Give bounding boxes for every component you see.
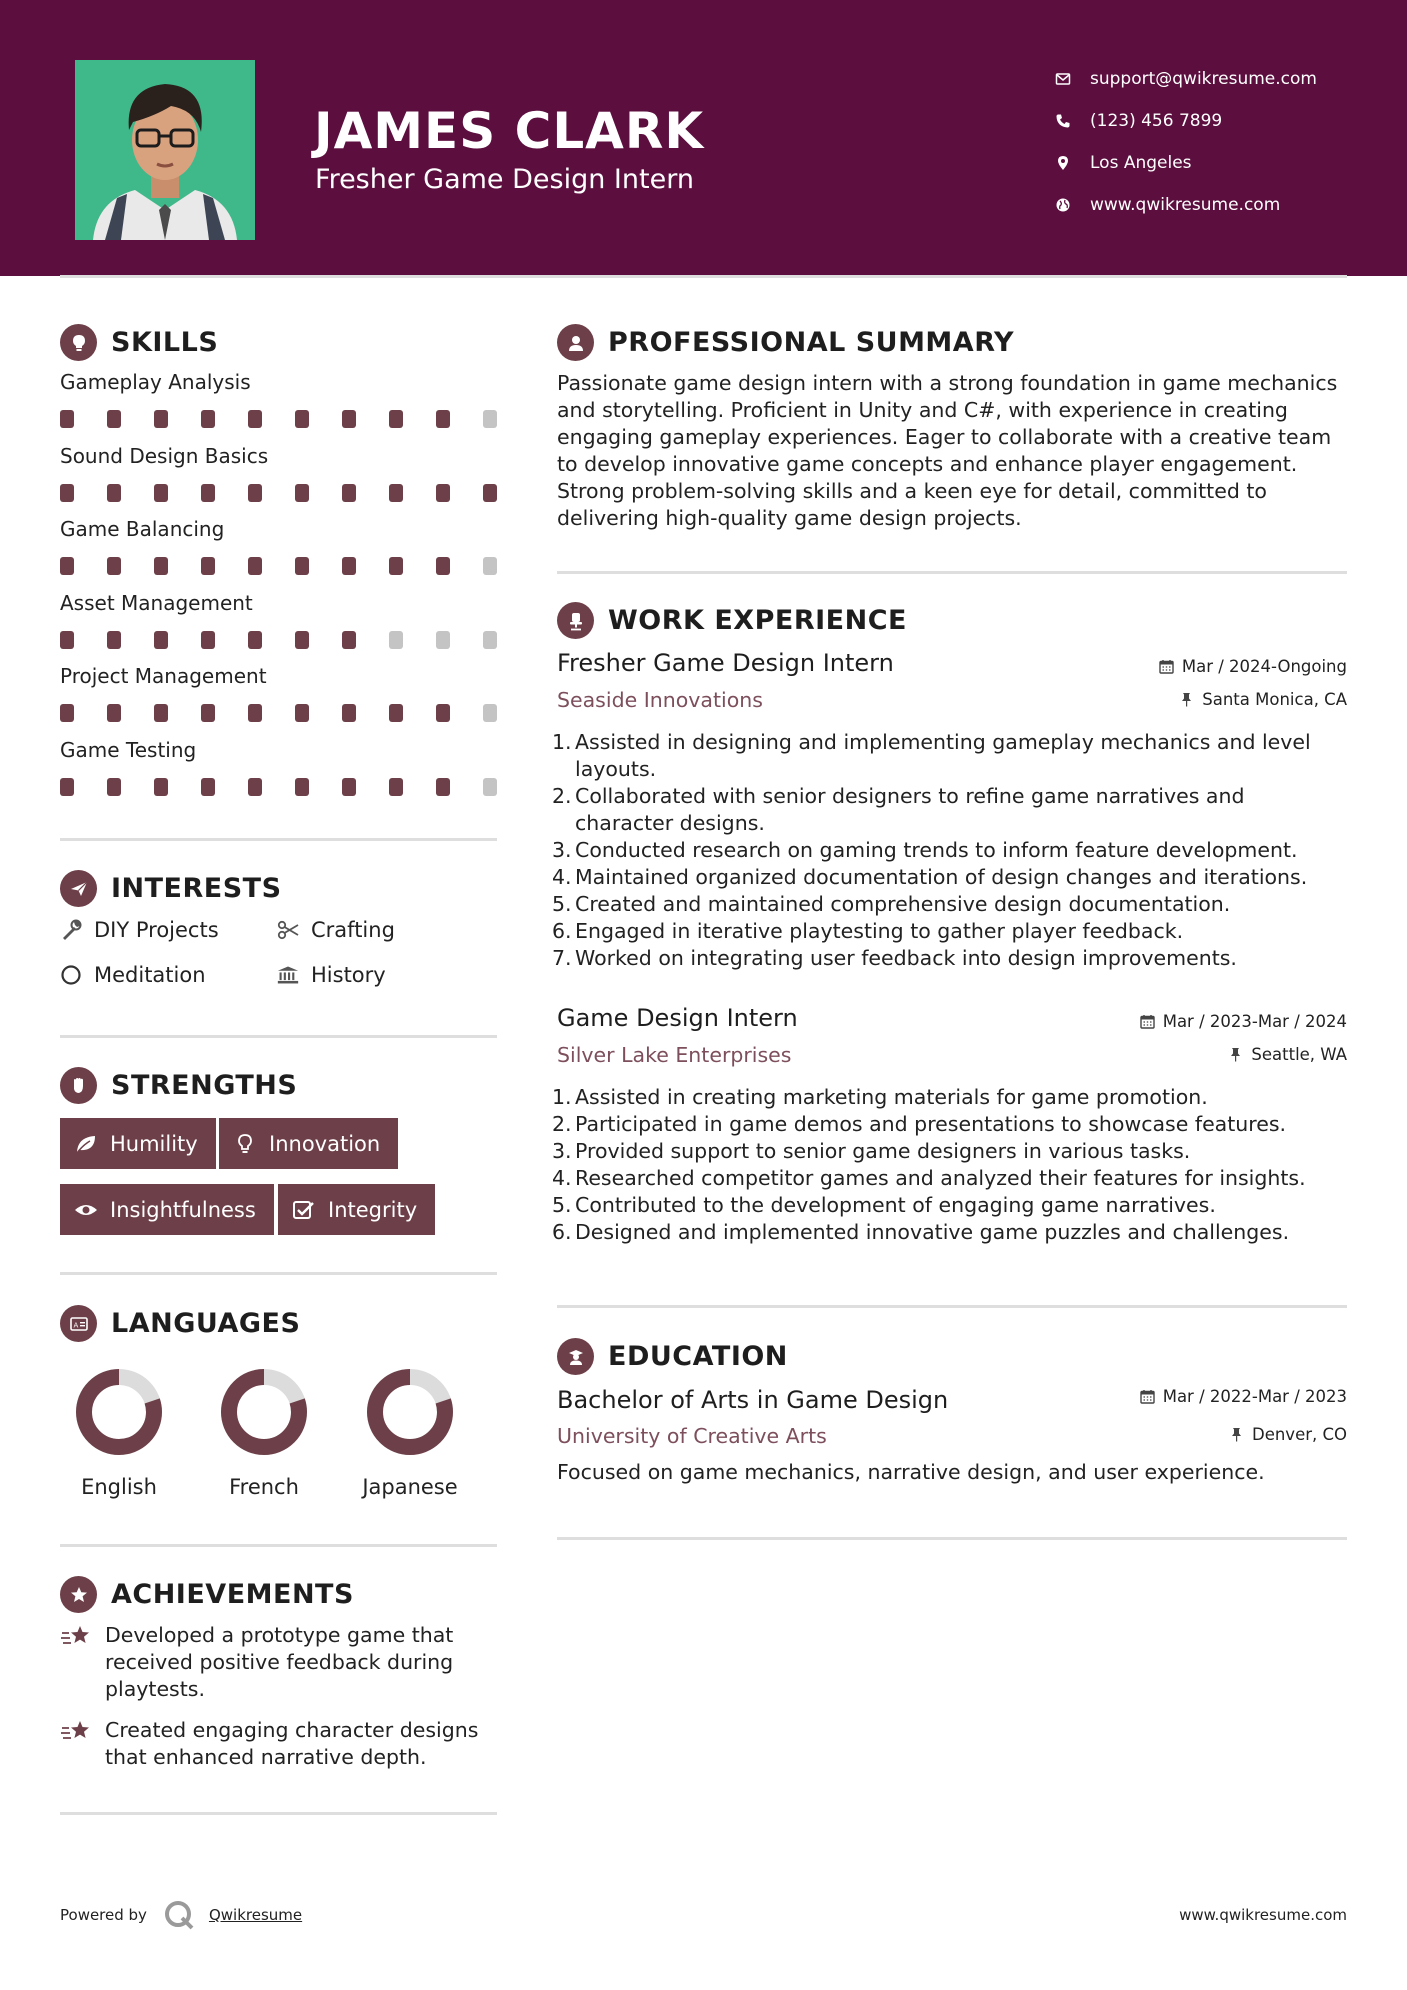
interests-title: INTERESTS — [111, 873, 282, 904]
achievement-text: Developed a prototype game that received positive feedback during playtests. — [105, 1623, 454, 1701]
rating-dot-filled — [107, 557, 121, 575]
envelope-icon — [1055, 71, 1090, 87]
contact-phone[interactable] — [1055, 100, 1317, 142]
duty-number: 6. — [552, 919, 572, 943]
rating-dot-empty — [483, 631, 497, 649]
duty-text — [575, 864, 1307, 891]
job-title: Game Design Intern — [557, 1004, 798, 1032]
duty-text — [575, 1192, 1216, 1219]
rating-dot-filled — [107, 631, 121, 649]
rating-dot-filled — [342, 557, 356, 575]
skill-item — [60, 517, 500, 591]
duty-text-line: Maintained organized documentation of design changes and iterations. — [575, 865, 1308, 889]
duty-text-line: Engaged in iterative playtesting to gather player feedback. — [575, 919, 1184, 943]
interest-meditation — [60, 963, 206, 987]
contact-list — [1055, 58, 1317, 226]
office-chair-icon — [557, 602, 594, 639]
rating-dot-filled — [389, 557, 403, 575]
duty-item — [552, 1138, 1352, 1165]
rating-dot-filled — [295, 778, 309, 796]
skill-name: Game Testing — [60, 737, 197, 762]
rating-dot-filled — [295, 557, 309, 575]
candidate-name: JAMES CLARK — [314, 102, 705, 160]
duty-text-line: Collaborated with senior designers to refine game narratives and — [575, 784, 1245, 808]
rating-dot-filled — [107, 778, 121, 796]
museum-icon — [277, 964, 299, 986]
duty-item — [552, 864, 1352, 891]
rating-dot-empty — [483, 557, 497, 575]
skill-item — [60, 738, 500, 812]
achievement-item — [60, 1622, 500, 1703]
rating-dot-filled — [342, 410, 356, 428]
strength-innovation — [219, 1118, 398, 1169]
rating-dot-filled — [436, 778, 450, 796]
duty-item — [552, 837, 1352, 864]
duty-text-line: Researched competitor games and analyzed their features for insights. — [575, 1166, 1306, 1190]
rating-dot-empty — [436, 631, 450, 649]
contact-location-text: Los Angeles — [1090, 153, 1192, 173]
eye-icon — [74, 1199, 98, 1221]
contact-email[interactable] — [1055, 58, 1317, 100]
rating-dot-filled — [295, 484, 309, 502]
experience-title: WORK EXPERIENCE — [608, 605, 907, 636]
duty-number: 4. — [552, 1166, 572, 1190]
achievement-item — [60, 1717, 500, 1771]
duty-text — [575, 1165, 1306, 1192]
duty-text-line: Created and maintained comprehensive design documentation. — [575, 892, 1231, 916]
scissors-icon — [277, 919, 299, 941]
job-location-text: Santa Monica, CA — [1202, 690, 1347, 709]
rating-dot-filled — [342, 778, 356, 796]
rating-dot-filled — [295, 704, 309, 722]
duty-text — [575, 837, 1298, 864]
rating-dot-filled — [436, 484, 450, 502]
strengths-title: STRENGTHS — [111, 1070, 298, 1101]
duty-text-line: Worked on integrating user feedback into design improvements. — [575, 946, 1237, 970]
language-card-icon — [60, 1305, 97, 1342]
rating-dot-filled — [60, 410, 74, 428]
duty-number: 5. — [552, 1193, 572, 1217]
svg-text:A: A — [73, 1321, 78, 1329]
strength-label: Integrity — [328, 1197, 418, 1222]
pushpin-icon — [1179, 692, 1194, 707]
strengths-divider — [60, 1272, 497, 1275]
duty-number: 1. — [552, 1085, 572, 1109]
experience-heading — [557, 602, 907, 639]
checkbox-icon — [292, 1199, 316, 1221]
duty-number: 2. — [552, 784, 572, 808]
duty-text-line: Conducted research on gaming trends to inform feature development. — [575, 838, 1298, 862]
contact-email-text: support@qwikresume.com — [1090, 69, 1317, 89]
skill-item — [60, 664, 500, 738]
circle-icon — [60, 964, 82, 986]
contact-website[interactable] — [1055, 184, 1317, 226]
duty-number: 6. — [552, 1220, 572, 1244]
phone-icon — [1055, 113, 1090, 129]
header — [0, 0, 1407, 276]
degree-title: Bachelor of Arts in Game Design — [557, 1386, 949, 1414]
skill-rating — [60, 631, 497, 649]
calendar-icon — [1140, 1014, 1155, 1029]
job-title: Fresher Game Design Intern — [557, 649, 894, 677]
rating-dot-empty — [483, 410, 497, 428]
skill-item — [60, 444, 500, 518]
skill-name: Sound Design Basics — [60, 443, 269, 468]
footer-powered-by — [60, 1899, 302, 1931]
duty-item — [552, 1192, 1352, 1219]
education-description: Focused on game mechanics, narrative design, and user experience. — [557, 1460, 1265, 1484]
duty-number: 2. — [552, 1112, 572, 1136]
rating-dot-filled — [248, 631, 262, 649]
leaf-icon — [74, 1133, 98, 1155]
candidate-role: Fresher Game Design Intern — [315, 164, 694, 195]
map-pin-icon — [1055, 155, 1090, 171]
rating-dot-filled — [201, 557, 215, 575]
rating-dot-filled — [389, 410, 403, 428]
language-item — [194, 1362, 334, 1499]
interest-diy-projects — [60, 918, 219, 942]
interests-divider — [60, 1035, 497, 1038]
duty-text — [575, 1138, 1190, 1165]
rating-dot-filled — [154, 410, 168, 428]
rating-dot-filled — [154, 778, 168, 796]
skill-name: Asset Management — [60, 590, 253, 615]
rating-dot-filled — [342, 631, 356, 649]
education-date-text: Mar / 2022-Mar / 2023 — [1162, 1387, 1347, 1406]
language-proficiency-ring — [214, 1362, 314, 1462]
rating-dot-filled — [107, 410, 121, 428]
duty-text-line: Provided support to senior game designers in various tasks. — [575, 1139, 1191, 1163]
duty-item — [552, 1165, 1352, 1192]
skills-divider — [60, 838, 497, 841]
globe-icon — [1055, 197, 1090, 213]
star-badge-icon — [60, 1576, 97, 1613]
rating-dot-filled — [60, 704, 74, 722]
rating-dot-filled — [201, 778, 215, 796]
rating-dot-filled — [483, 484, 497, 502]
interest-history — [277, 963, 386, 987]
job-company: Seaside Innovations — [557, 688, 763, 712]
duty-text-line: Contributed to the development of engaging game narratives. — [575, 1193, 1216, 1217]
job-company: Silver Lake Enterprises — [557, 1043, 792, 1067]
job-location — [1228, 1045, 1347, 1064]
strength-insightfulness — [60, 1184, 274, 1235]
job-duties — [552, 1084, 1352, 1246]
powered-by-text: Powered by — [60, 1906, 147, 1924]
duty-text — [575, 1219, 1289, 1246]
duty-text — [575, 891, 1230, 918]
languages-divider — [60, 1544, 497, 1547]
languages-heading — [60, 1305, 300, 1342]
job-location — [1179, 690, 1347, 709]
strength-label: Humility — [110, 1131, 198, 1156]
duty-text — [575, 1084, 1208, 1111]
duty-item — [552, 1219, 1352, 1246]
rating-dot-filled — [201, 484, 215, 502]
language-item — [49, 1362, 189, 1499]
rating-dot-filled — [342, 704, 356, 722]
duty-item — [552, 783, 1352, 837]
wrench-icon — [60, 919, 82, 941]
rating-dot-filled — [295, 410, 309, 428]
rating-dot-filled — [389, 484, 403, 502]
skills-heading — [60, 324, 218, 361]
language-label: French — [229, 1475, 299, 1499]
duty-text — [575, 945, 1237, 972]
rating-dot-filled — [154, 704, 168, 722]
rating-dot-filled — [436, 557, 450, 575]
job-location-text: Seattle, WA — [1251, 1045, 1347, 1064]
rating-dot-filled — [60, 484, 74, 502]
achievement-text: Created engaging character designs that enhanced narrative depth. — [105, 1718, 479, 1769]
rating-dot-filled — [389, 704, 403, 722]
job-date-text: Mar / 2023-Mar / 2024 — [1162, 1012, 1347, 1031]
profile-photo — [75, 60, 255, 240]
duty-item — [552, 891, 1352, 918]
rating-dot-filled — [60, 631, 74, 649]
rating-dot-filled — [342, 484, 356, 502]
lightbulb-icon — [233, 1133, 257, 1155]
skill-name: Gameplay Analysis — [60, 370, 251, 394]
pushpin-icon — [1228, 1047, 1243, 1062]
job-date-text: Mar / 2024-Ongoing — [1181, 657, 1347, 676]
duty-number: 4. — [552, 865, 572, 889]
duty-number: 3. — [552, 838, 572, 862]
duty-number: 1. — [552, 730, 572, 754]
rating-dot-filled — [201, 410, 215, 428]
rating-dot-filled — [107, 704, 121, 722]
skills-title: SKILLS — [111, 327, 219, 358]
rating-dot-filled — [154, 484, 168, 502]
strength-humility — [60, 1118, 216, 1169]
contact-website-text: www.qwikresume.com — [1090, 195, 1281, 215]
duty-text — [575, 918, 1183, 945]
education-location-text: Denver, CO — [1251, 1425, 1347, 1444]
duty-item — [552, 1111, 1352, 1138]
skill-rating — [60, 557, 497, 575]
rating-dot-empty — [483, 778, 497, 796]
strength-label: Insightfulness — [110, 1197, 256, 1222]
rating-dot-filled — [248, 410, 262, 428]
calendar-icon — [1140, 1389, 1155, 1404]
duty-text-line: Assisted in designing and implementing gameplay mechanics and level — [575, 730, 1311, 754]
rating-dot-filled — [389, 778, 403, 796]
skill-rating — [60, 704, 497, 722]
interest-label: Meditation — [94, 963, 206, 987]
language-label: Japanese — [362, 1475, 458, 1499]
education-divider — [557, 1537, 1347, 1540]
skill-item — [60, 370, 500, 444]
shooting-star-icon — [60, 1718, 92, 1746]
graduate-icon — [557, 1338, 594, 1375]
rating-dot-filled — [436, 704, 450, 722]
lightbulb-icon — [60, 324, 97, 361]
interest-label: DIY Projects — [94, 918, 219, 942]
rating-dot-filled — [154, 557, 168, 575]
duty-number: 5. — [552, 892, 572, 916]
duty-number: 7. — [552, 946, 572, 970]
strengths-heading — [60, 1067, 297, 1104]
interest-crafting — [277, 918, 395, 942]
rating-dot-filled — [248, 778, 262, 796]
interest-label: History — [311, 963, 386, 987]
achievements-divider — [60, 1812, 497, 1815]
skill-name: Project Management — [60, 664, 267, 688]
duty-item — [552, 945, 1352, 972]
contact-location — [1055, 142, 1317, 184]
education-location — [1229, 1425, 1347, 1444]
qwikresume-logo-icon — [163, 1899, 195, 1931]
interests-heading — [60, 870, 282, 907]
job-date — [1140, 1012, 1347, 1031]
duty-text-line: Participated in game demos and presentations to showcase features. — [575, 1112, 1287, 1136]
rating-dot-filled — [201, 704, 215, 722]
language-proficiency-ring — [360, 1362, 460, 1462]
duty-item — [552, 729, 1352, 783]
skill-rating — [60, 778, 497, 796]
skill-rating — [60, 484, 497, 502]
fist-icon — [60, 1067, 97, 1104]
duty-text-line: Assisted in creating marketing materials for game promotion. — [575, 1085, 1208, 1109]
rating-dot-filled — [436, 410, 450, 428]
skill-rating — [60, 410, 497, 428]
duty-item — [552, 918, 1352, 945]
calendar-icon — [1159, 659, 1174, 674]
footer-website[interactable]: www.qwikresume.com — [1179, 1906, 1347, 1924]
rating-dot-filled — [248, 557, 262, 575]
achievements-title: ACHIEVEMENTS — [111, 1579, 354, 1610]
language-proficiency-ring — [69, 1362, 169, 1462]
rating-dot-filled — [248, 484, 262, 502]
language-label: English — [81, 1475, 157, 1499]
education-date — [1140, 1387, 1347, 1406]
paper-plane-icon — [60, 870, 97, 907]
pushpin-icon — [1229, 1427, 1244, 1442]
summary-text: Passionate game design intern with a strong foundation in game mechanics and storytelling. Proficient in Unity and C#, with experience in creating engaging gameplay experiences. Eager to collaborate with a creative team to develop innovative game concepts and enhance player engagement. Strong problem-solving skills and a keen eye for detail, committed to delivering high-quality game design projects. — [557, 371, 1338, 530]
duty-text-line: Designed and implemented innovative game puzzles and challenges. — [575, 1220, 1290, 1244]
duty-text-line: character designs. — [575, 811, 765, 835]
duty-item — [552, 1084, 1352, 1111]
rating-dot-filled — [248, 704, 262, 722]
summary-title: PROFESSIONAL SUMMARY — [608, 327, 1015, 358]
rating-dot-filled — [60, 557, 74, 575]
languages-title: LANGUAGES — [111, 1308, 301, 1339]
duty-text — [575, 1111, 1286, 1138]
rating-dot-empty — [389, 631, 403, 649]
achievements-heading — [60, 1576, 354, 1613]
strength-integrity — [278, 1184, 435, 1235]
strength-label: Innovation — [269, 1131, 381, 1156]
rating-dot-filled — [201, 631, 215, 649]
duty-number: 3. — [552, 1139, 572, 1163]
language-item — [340, 1362, 480, 1499]
school-name: University of Creative Arts — [557, 1424, 827, 1448]
rating-dot-filled — [154, 631, 168, 649]
user-icon — [557, 324, 594, 361]
duty-text-line: layouts. — [575, 757, 657, 781]
qwikresume-link[interactable]: Qwikresume — [208, 1906, 303, 1924]
duty-text — [575, 729, 1311, 783]
rating-dot-empty — [483, 704, 497, 722]
experience-divider — [557, 1305, 1347, 1308]
header-divider — [60, 275, 1347, 278]
rating-dot-filled — [295, 631, 309, 649]
skill-item — [60, 591, 500, 665]
education-title: EDUCATION — [608, 1341, 788, 1372]
rating-dot-filled — [60, 778, 74, 796]
shooting-star-icon — [60, 1623, 92, 1651]
skill-name: Game Balancing — [60, 517, 225, 541]
rating-dot-filled — [107, 484, 121, 502]
interest-label: Crafting — [311, 918, 395, 942]
skills-list — [60, 370, 500, 811]
job-date — [1159, 657, 1347, 676]
job-duties — [552, 729, 1352, 972]
education-heading — [557, 1338, 788, 1375]
summary-heading — [557, 324, 1014, 361]
duty-text — [575, 783, 1245, 837]
summary-divider — [557, 571, 1347, 574]
contact-phone-text: (123) 456 7899 — [1090, 111, 1223, 131]
